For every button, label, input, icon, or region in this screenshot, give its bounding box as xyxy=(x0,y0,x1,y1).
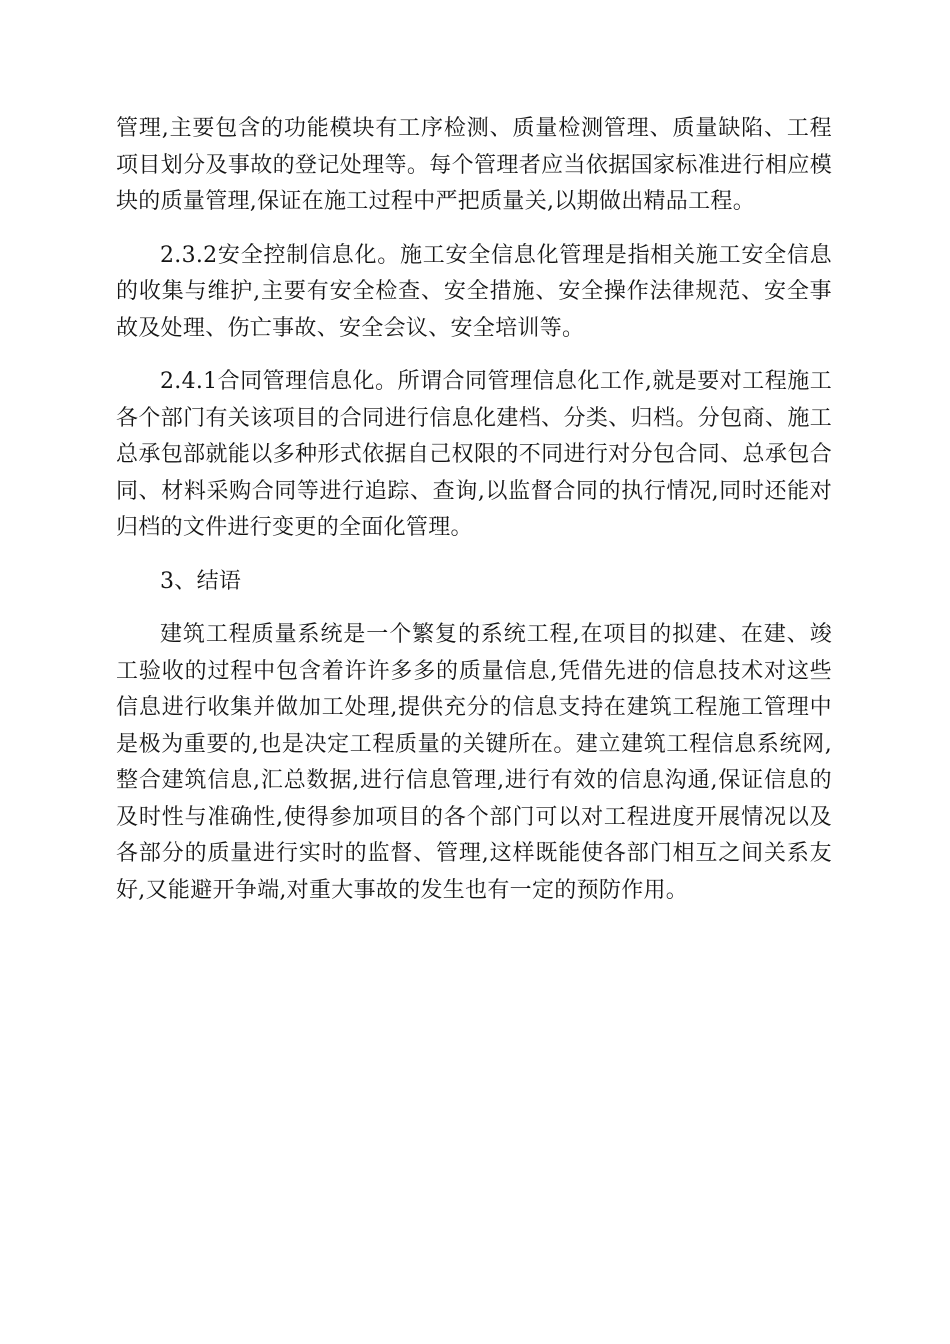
section-heading-conclusion: 3、结语 xyxy=(160,568,242,594)
document-body xyxy=(116,111,832,926)
paragraph-quality-management-continued: 管理,主要包含的功能模块有工序检测、质量检测管理、质量缺陷、工程项目划分及事故的登记处理等。每个管理者应当依据国家标准进行相应模块的质量管理,保证在施工过程中严把质量关,以期做出精品工程。 xyxy=(116,116,832,214)
paragraph-contract-management: 2.4.1合同管理信息化。所谓合同管理信息化工作,就是要对工程施工各个部门有关该项目的合同进行信息化建档、分类、归档。分包商、施工总承包部就能以多种形式依据自己权限的不同进行对分包合同、总承包合同、材料采购合同等进行追踪、查询,以监督合同的执行情况,同时还能对归档的文件进行变更的全面化管理。 xyxy=(116,369,832,540)
paragraph-safety-control: 2.3.2安全控制信息化。施工安全信息化管理是指相关施工安全信息的收集与维护,主要有安全检查、安全措施、安全操作法律规范、安全事故及处理、伤亡事故、安全会议、安全培训等。 xyxy=(116,242,832,341)
paragraph-conclusion: 建筑工程质量系统是一个繁复的系统工程,在项目的拟建、在建、竣工验收的过程中包含着许许多多的质量信息,凭借先进的信息技术对这些信息进行收集并做加工处理,提供充分的信息支持在建筑工程施工管理中是极为重要的,也是决定工程质量的关键所在。建立建筑工程信息系统网,整合建筑信息,汇总数据,进行信息管理,进行有效的信息沟通,保证信息的及时性与准确性,使得参加项目的各个部门可以对工程进度开展情况以及各部分的质量进行实时的监督、管理,这样既能使各部门相互之间关系友好,又能避开争端,对重大事故的发生也有一定的预防作用。 xyxy=(116,622,832,903)
